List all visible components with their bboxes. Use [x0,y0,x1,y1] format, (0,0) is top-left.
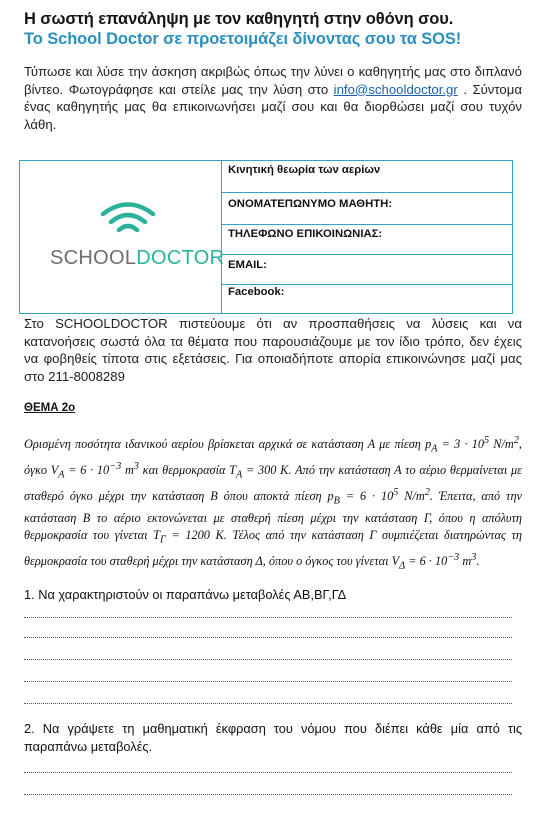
intro-paragraph [24,63,522,133]
answer-line[interactable] [24,681,512,682]
form-fields [222,161,512,313]
field-facebook[interactable]: Facebook: [228,286,285,298]
problem-statement [24,432,522,575]
question-1: 1. Να χαρακτηριστούν οι παραπάνω μεταβολές ΑΒ,ΒΓ,ΓΔ [24,587,347,602]
answer-line[interactable] [24,772,512,773]
logo-word-doctor: DOCTOR [136,247,225,269]
header-title-line1: Η σωστή επανάληψη με τον καθηγητή στην οθόνη σου. [24,10,454,28]
email-link[interactable]: info@schooldoctor.gr [333,81,458,97]
page-header [0,0,543,60]
math-VD: $V_\Delta = 6 \cdot 10^{-3}$ $m^3$ [391,552,477,572]
wifi-signal-icon [100,199,156,247]
student-info-form [19,160,513,314]
answer-line[interactable] [24,703,512,704]
answer-line[interactable] [24,637,512,638]
problem-text-4: . Από την κατάσταση Α το αέριο θερμαίνεται με σταθερό όγκο μέχρι την κατάσταση Β όπου αποκτά πίεση [24,463,522,503]
schooldoctor-logo [20,161,225,313]
math-TG: $T_\Gamma = 1200$ K [153,528,224,546]
problem-text-7: . [476,554,480,569]
field-student-name[interactable]: ΟΝΟΜΑΤΕΠΩΝΥΜΟ ΜΑΘΗΤΗ: [222,193,512,225]
intro-text-after: . Σύντομα ένας καθηγητής μας θα επικοινωνήσει μαζί σου και θα διορθώσει μαζί σου τυχόν λάθη. [24,81,522,132]
field-phone[interactable]: ΤΗΛΕΦΩΝΟ ΕΠΙΚΟΙΝΩΝΙΑΣ: [222,225,512,255]
problem-text-1: Ορισμένη ποσότητα ιδανικού αερίου βρίσκεται αρχικά σε κατάσταση Α με πίεση [24,437,426,452]
theme-title: ΘΕΜΑ 2ο [24,402,76,414]
answer-line[interactable] [24,617,512,618]
math-pB: $p_B = 6 \cdot 10^5$ $N/m^2$ [327,486,430,507]
math-VA: $V_A = 6 \cdot 10^{-3}$ $m^3$ [50,460,139,481]
logo-word-school: SCHOOL [50,247,137,269]
problem-text-5: . Έπειτα, από την κατάσταση Β το αέριο εκτονώνεται με σταθερή πίεση μέχρι την κατάσταση Γ, όπου η απόλυτη θερμοκρασία του γίνεται [24,489,522,543]
info-paragraph: Στο SCHOOLDOCTOR πιστεύουμε ότι αν προσπαθήσεις να λύσεις και να κατανοήσεις σωστά όλα τα θέματα που παρουσιάζουμε με τον ίδιο τρόπο, δεν έχεις να φοβηθείς τίποτα στις εξετάσεις. Για οποιαδήποτε απορία επικοινώνησε μαζί μας στο 211-8008289 [24,316,522,384]
logo-wordmark [50,247,224,270]
problem-text-2: , όγκο [24,437,522,478]
question-2: 2. Να γράψετε τη μαθηματική έκφραση του νόμου που διέπει κάθε μία από τις παραπάνω μεταβολές. [24,721,522,754]
answer-line[interactable] [24,659,512,660]
answer-line[interactable] [24,794,512,795]
header-title-line2: Το School Doctor σε προετοιμάζει δίνοντας σου τα SOS! [24,30,462,48]
field-email[interactable]: EMAIL: [222,255,512,285]
intro-text-before: Τύπωσε και λύσε την άσκηση ακριβώς όπως την λύνει ο καθηγητής μας στο διπλανό βίντεο. Φωτογράφησε και στείλε μας την λύση στο [24,64,522,97]
math-TA: $T_A = 300$ K [229,463,289,481]
math-pA: $p_A = 3 \cdot 10^5$ $N/m^2$ [425,435,519,455]
problem-text-6: . Τέλος από την κατάσταση Γ συμπιέζεται διατηρώντας τη θερμοκρασία του σταθερή μέχρι την κατάσταση Δ, όπου ο όγκος του γίνεται [24,528,522,569]
problem-text-3: και θερμοκρασία [138,463,230,478]
field-topic: Κινητική θεωρία των αερίων [222,161,512,193]
